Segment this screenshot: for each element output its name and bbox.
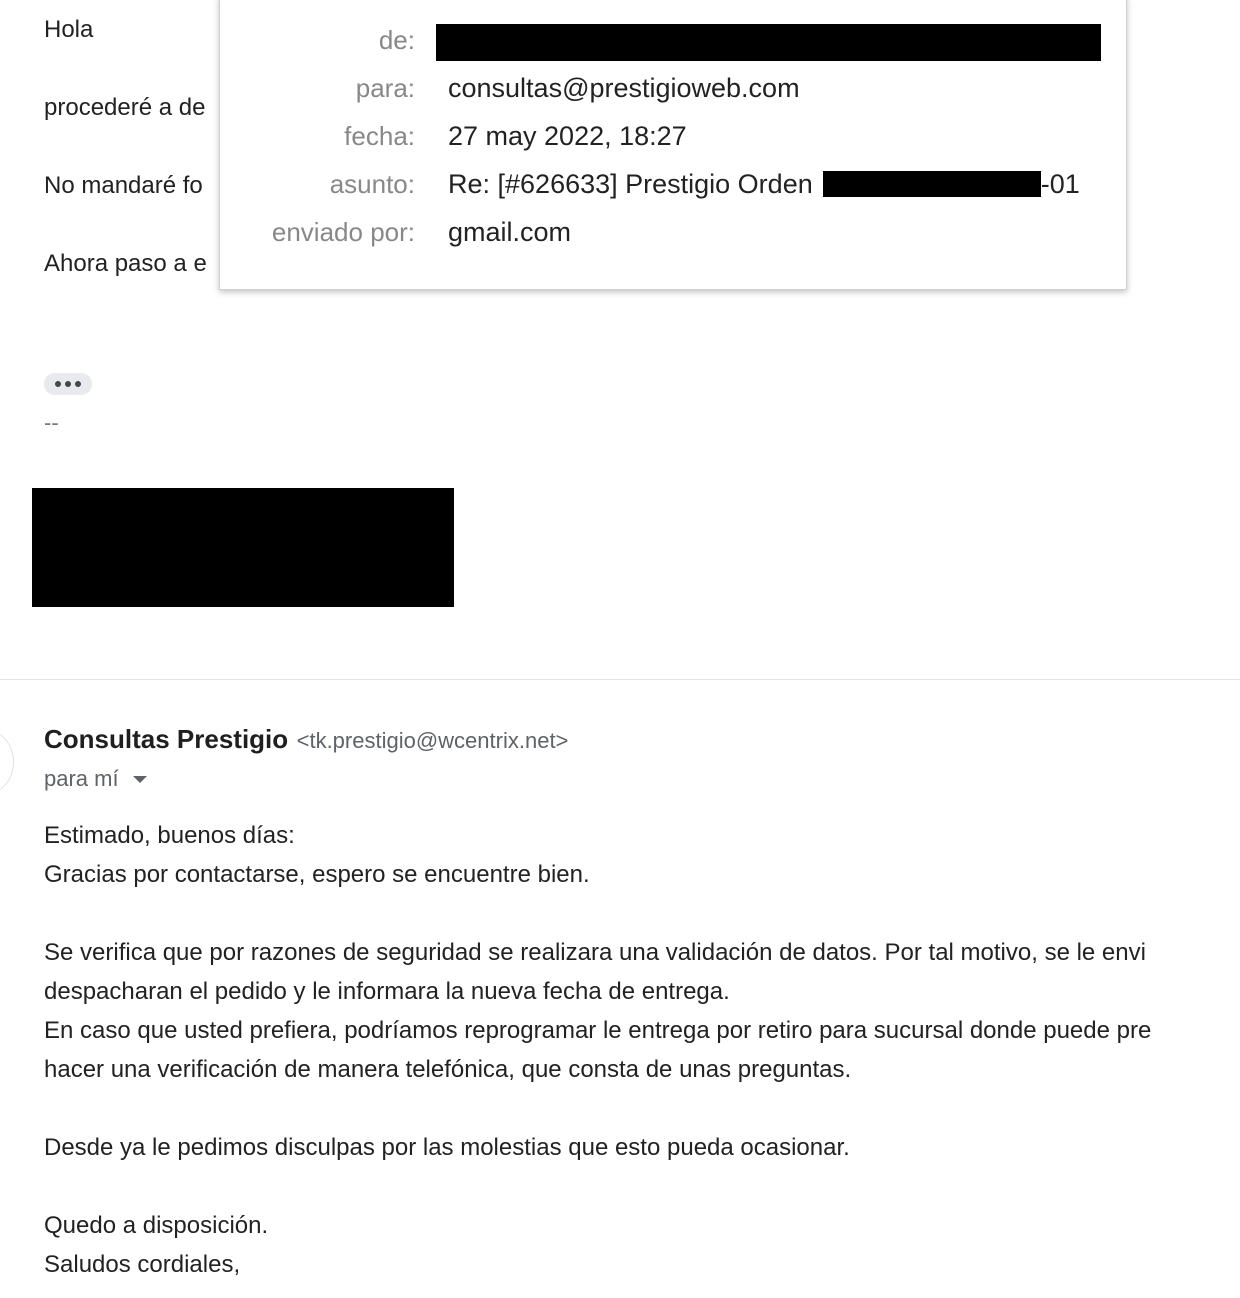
details-value (448, 169, 1080, 200)
details-row-from (220, 20, 415, 60)
prev-message-line: Hola (44, 16, 94, 43)
message-body-line: Estimado, buenos días: (44, 822, 295, 849)
message-body-line: En caso que usted prefiera, podríamos reprogramar le entrega por retiro para sucursal donde puede pre (44, 1017, 1152, 1044)
details-value: 27 may 2022, 18:27 (448, 120, 687, 151)
message-body-line: Desde ya le pedimos disculpas por las molestias que esto pueda ocasionar. (44, 1134, 850, 1161)
message-divider (0, 679, 1240, 680)
caret-down-icon[interactable] (133, 776, 147, 783)
message-body-line: Saludos cordiales, (44, 1251, 241, 1278)
prev-message-line: Ahora paso a e (44, 250, 207, 277)
details-row-mailed-by (220, 212, 571, 252)
message-body-line: Gracias por contactarse, espero se encuentre bien. (44, 861, 590, 888)
recipient-label: para mí (44, 766, 119, 791)
recipient-details-toggle[interactable] (44, 766, 147, 792)
details-label: para: (355, 72, 415, 103)
details-row-subject (220, 164, 1080, 204)
details-label: fecha: (344, 120, 415, 151)
show-trimmed-content-button[interactable] (44, 373, 92, 395)
details-row-date (220, 116, 687, 156)
message-details-popup (219, 0, 1127, 290)
sender-name[interactable]: Consultas Prestigio (44, 724, 289, 754)
avatar[interactable] (0, 730, 14, 794)
details-row-to (220, 68, 800, 108)
details-value: gmail.com (448, 216, 572, 247)
ellipsis-icon (55, 381, 61, 387)
message-body-line: despacharan el pedido y le informara la nueva fecha de entrega. (44, 978, 730, 1005)
details-value: consultas@prestigioweb.com (448, 72, 800, 103)
redacted-order-number (823, 171, 1041, 197)
message-body-line: Se verifica que por razones de seguridad se realizara una validación de datos. Por tal motivo, se le envi (44, 939, 1146, 966)
sender-header (44, 724, 568, 755)
redacted-signature (32, 488, 454, 607)
prev-message-line: procederé a de (44, 94, 206, 121)
subject-suffix: -01 (1040, 168, 1080, 199)
message-body-line: Quedo a disposición. (44, 1212, 269, 1239)
details-label: asunto: (329, 168, 415, 199)
details-label: enviado por: (271, 216, 415, 247)
redacted-sender (436, 24, 1101, 61)
sender-email: <tk.prestigio@wcentrix.net> (296, 728, 569, 753)
prev-message-line: No mandaré fo (44, 172, 203, 199)
message-body-line: hacer una verificación de manera telefónica, que consta de unas preguntas. (44, 1056, 852, 1083)
subject-prefix: Re: [#626633] Prestigio Orden (448, 168, 813, 199)
signature-separator: -- (44, 410, 59, 435)
details-label: de: (378, 24, 415, 55)
